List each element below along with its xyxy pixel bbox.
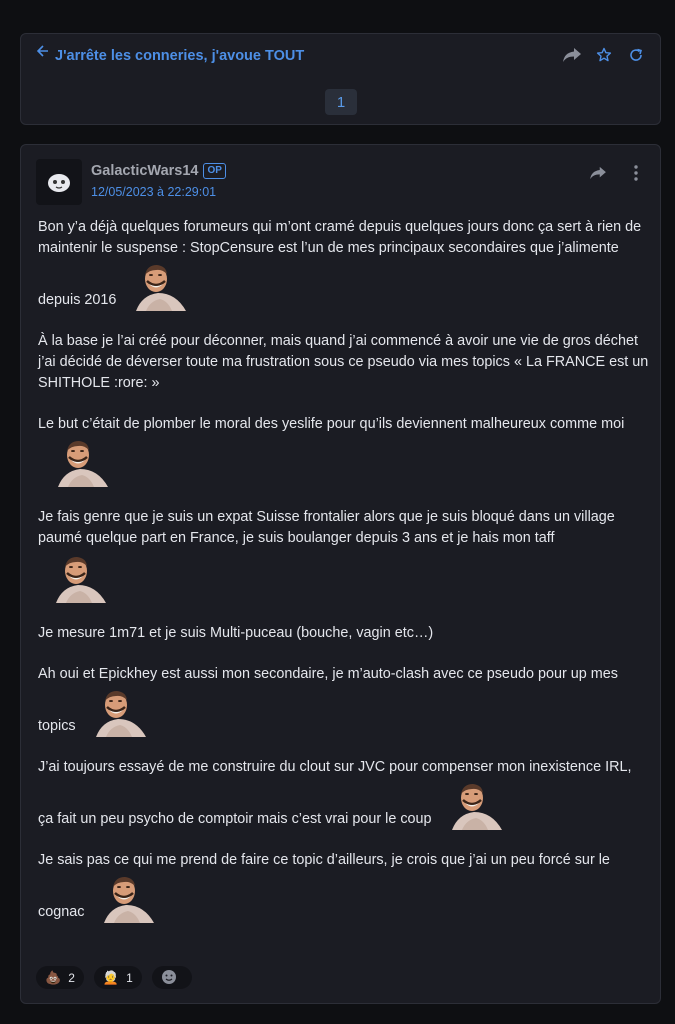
risitas-sticker-icon [92,685,148,737]
post-paragraph: À la base je l’ai créé pour déconner, mais quand j’ai commencé à avoir une vie de gros déchet j’ai décidé de déverser toute ma frustration sous ce pseudo via mes topics « La FRANCE est un SHITHOLE :rore: » [38,333,649,391]
topic-header-card [20,33,661,125]
post-paragraph: Je fais genre que je suis un expat Suisse frontalier alors que je suis bloqué dans un village paumé quelque part en France, je suis boulanger depuis 3 ans et je hais mon taff [38,507,650,603]
risitas-sticker-icon [100,871,156,923]
reactions-bar [36,966,192,989]
back-arrow-icon[interactable] [37,44,49,60]
risitas-sticker-icon [448,778,504,830]
topic-title-row [37,44,304,67]
post-paragraph: Je sais pas ce qui me prend de faire ce topic d’ailleurs, je crois que j’ai un peu forcé sur le cognac [38,850,650,923]
post-card [20,144,661,1004]
post-date[interactable]: 12/05/2023 à 22:29:01 [91,185,217,199]
more-options-icon[interactable] [626,163,646,183]
reaction-poop[interactable] [36,966,84,989]
reaction-count: 2 [68,970,75,985]
refresh-icon[interactable] [626,45,646,65]
post-paragraph: Je mesure 1m71 et je suis Multi-puceau (bouche, vagin etc…) [38,625,434,641]
op-badge: OP [203,163,225,179]
add-reaction-icon [161,969,177,987]
post-paragraph: Bon y’a déjà quelques forumeurs qui m’ont cramé depuis quelques jours donc ça sert à rien de maintenir le suspense : StopCensure est l’un de mes principaux secondaires que j’alimente depuis 2016 [38,217,650,311]
post-actions [588,163,646,183]
avatar[interactable] [36,159,82,205]
post-body [38,217,650,943]
share-icon[interactable] [562,45,582,65]
share-icon[interactable] [588,163,608,183]
default-avatar-icon [46,169,72,195]
post-paragraph: J’ai toujours essayé de me construire du clout sur JVC pour compenser mon inexistence IRL, ça fait un peu psycho de comptoir mais c’est vrai pour le coup [38,757,650,830]
author-name[interactable]: GalacticWars14 [91,163,199,179]
star-icon[interactable] [594,45,614,65]
post-paragraph: Ah oui et Epickhey est aussi mon secondaire, je m’auto-clash avec ce pseudo pour up mes topics [38,664,650,737]
poop-emoji-icon: 💩 [45,970,62,985]
risitas-sticker-icon [132,259,188,311]
risitas-sticker-icon [52,551,108,603]
risitas-sticker-icon [54,435,110,487]
author-line [91,163,226,179]
topic-title[interactable]: J'arrête les conneries, j'avoue TOUT [55,48,305,64]
reaction-old-person[interactable] [94,966,142,989]
topic-actions [562,45,646,65]
reaction-count: 1 [126,970,133,985]
page-1-button[interactable]: 1 [325,89,357,115]
add-reaction-button[interactable] [152,966,192,989]
old-person-emoji-icon: 🧑‍🦳 [102,970,120,985]
post-paragraph: Le but c’était de plomber le moral des yeslife pour qu’ils deviennent malheureux comme moi [38,414,650,487]
